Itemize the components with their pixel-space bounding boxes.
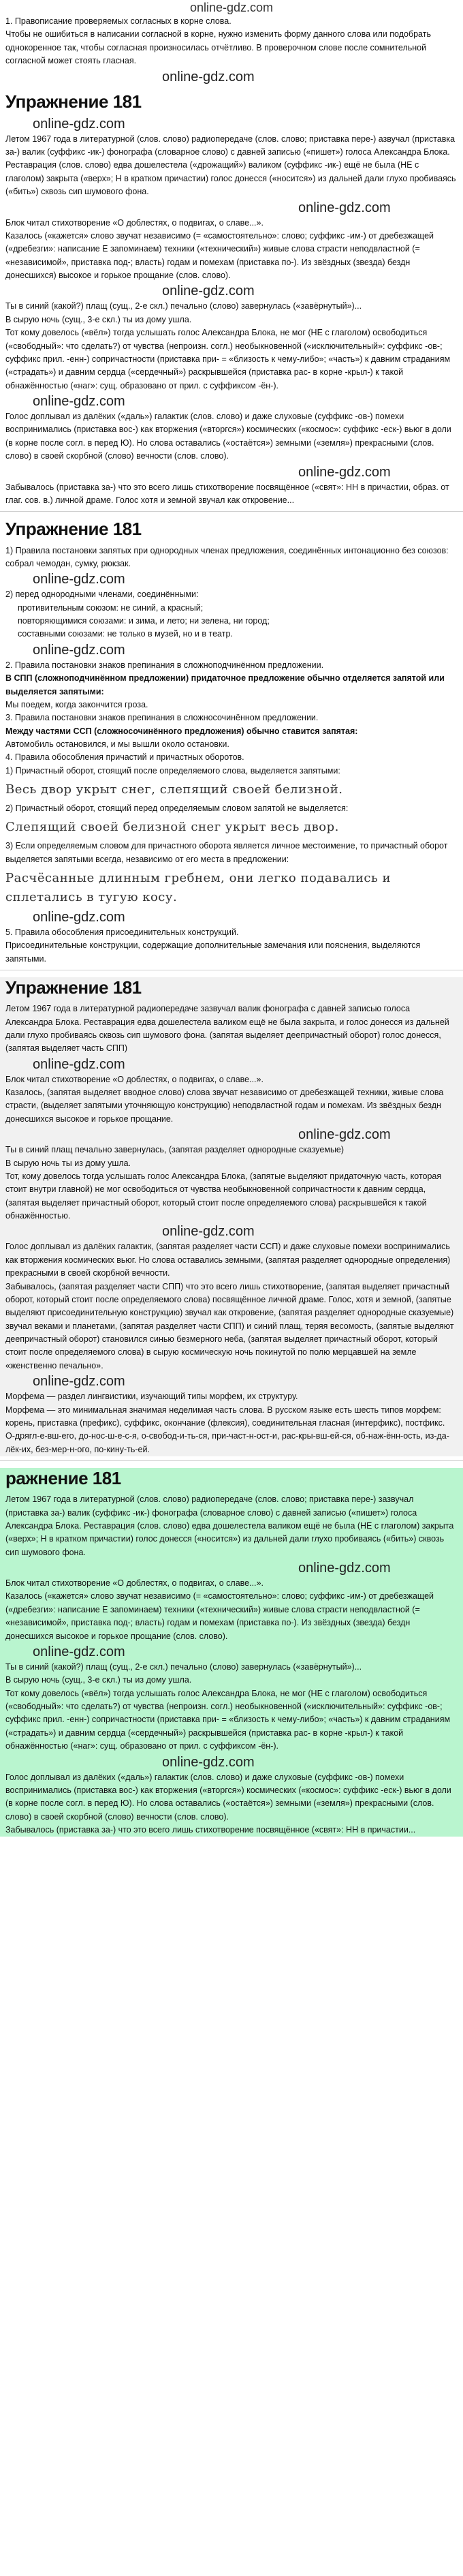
watermark: online-gdz.com xyxy=(33,572,125,587)
text-line: Казалось («кажется» слово звучат независимо (= «самостоятельно»: слово; суффикс -им-) от дребезжащей («дребезги»: написание Е запоминаем) техники («технический») живые слова страсти неподвластной (= «независимой», приставка под-; власть) годам и помехам (приставка по-). Из звёздных (звезда) бездн донесшихся) высокое и горькое прощание (слов. слово). xyxy=(5,230,434,281)
list-item: противительным союзом: не синий, а красный; xyxy=(18,602,204,613)
text-line: В сырую ночь (сущ., 3-е скл.) ты из дому ушла. xyxy=(5,314,192,324)
exercise-heading: Упражнение 181 xyxy=(5,977,142,998)
section-4 xyxy=(0,1468,463,1837)
text-line: Ты в синий (какой?) плащ (сущ., 2-е скл.) печально (слово) завернулась («завёрнутый»)... xyxy=(5,301,362,311)
text-line: Ты в синий плащ печально завернулась, (запятая разделяет однородные сказуемые) xyxy=(5,1145,345,1155)
watermark: online-gdz.com xyxy=(33,394,125,410)
handwritten-example: Слепящий своей белизной снег укрыт весь двор. xyxy=(5,820,339,835)
text-line: Блок читал стихотворение «О доблестях, о подвигах, о славе...». xyxy=(5,1074,264,1084)
handwritten-example: Расчёсанные длинным гребнем, они легко подавались и сплетались в тугую косу. xyxy=(5,871,392,904)
watermark: online-gdz.com xyxy=(162,283,255,299)
section-1 xyxy=(0,15,463,507)
text-line: Голос доплывал из далёких («даль») галактик (слов. слово) и даже слуховые (суффикс -ов-) помехи воспринимались (приставка вос-) как вторжения («вторгся») космических («космос»: суффикс -еск-) вьюг в доли (в корне после согл. в перед Ю). Но слова оставались («остаётся») земными («земля») прекрасными (слов. слово) в своей скорбной (слово) вечности (слов. слово). xyxy=(5,412,451,461)
text-line: Морфема — это минимальная значимая неделимая часть слова. В русском языке есть шесть типов морфем: корень, приставка (префикс), суффикс, окончание (флексия), соединительная гласная (интерфикс), постфикс. xyxy=(5,1405,445,1428)
watermark: online-gdz.com xyxy=(162,1754,255,1770)
text-line: 1) Причастный оборот, стоящий после определяемого слова, выделяется запятыми: xyxy=(5,765,340,776)
divider xyxy=(0,511,463,512)
text-line: 4. Правила обособления причастий и причастных оборотов. xyxy=(5,752,244,763)
watermark: online-gdz.com xyxy=(298,1561,391,1576)
text-line: Казалось, (запятая выделяет вводное слово) слова звучат независимо от дребезжащей техники, живые слова страсти, (выделяет запятыми уточняющую конструкцию) неподвластной годам и помехам. Из звёздных бездн донесшихся высокое и горькое прощание. xyxy=(5,1088,444,1124)
text-line: Блок читал стихотворение «О доблестях, о подвигах, о славе...». xyxy=(5,217,264,228)
list-item: повторяющимися союзами: и зима, и лето; ни зелена, ни город; xyxy=(18,616,270,626)
divider xyxy=(0,1460,463,1461)
rule-line: В СПП (сложноподчинённом предложении) придаточное предложение обычно отделяется запятой или выделяется запятыми: xyxy=(5,673,445,696)
watermark: online-gdz.com xyxy=(162,1224,255,1240)
text-line: 2. Правила постановки знаков препинания в сложноподчинённом предложении. xyxy=(5,660,324,670)
text-line: Тот кому довелось («вёл») тогда услышать голос Александра Блока, не мог (НЕ с глаголом) освободиться («свободный»: что сделать?) от чувства (непроизн. согл.) необыкновенной («исключительный»: суффикс -ов-; суффикс прил. -енн-) сопричастности (приставка при- = «близость к чему-либо»; «часть») к давним страданиям («страдать») и давним сердца («сердечный») раскрывшейся (приставка рас- в корне -крыл-) к такой обнажённостью («наг»: сущ. образовано от прил. с суффиксом -ён-). xyxy=(5,1688,451,1751)
text-line: Тот, кому довелось тогда услышать голос Александра Блока, (запятые выделяют придаточную часть, которая стоит внутри главной) не мог освободиться от чувства необыкновенной сопричастности к давним сердца, (запятая выделяет причастный оборот, который стоит после определяемого слова) раскрывшейся к такой обнажённостью. xyxy=(5,1171,442,1221)
text-line: Летом 1967 года в литературной (слов. слово) радиопередаче (слов. слово; приставка пере-) зазвучал (приставка за-) валик (суффикс -ик-) фонографа (словарное слово) с давней записью («пишет») голоса Александра Блока. Реставрация (слов. слово) едва дошелестела валиком ещё не была (НЕ с глаголом) закрыта («верх»; Н в кратком причастии) голос донесся («носится») из дальней дали глухо пробиваясь («бить») сквозь сип шумового фона. xyxy=(5,1494,454,1557)
watermark: online-gdz.com xyxy=(33,1374,125,1390)
list-item: составными союзами: не только в музей, но и в театр. xyxy=(18,629,233,639)
text-line: 2) перед однородными членами, соединёнными: xyxy=(5,589,199,600)
text-line: Летом 1967 года в литературной (слов. слово) радиопередаче (слов. слово; приставка пере-) азвучал (приставка за-) валик (суффикс -ик-) фонографа (словарное слово) с давней записью («пишет») голоса Александра Блока. Реставрация (слов. слово) едва дошелестела («дрожащий») валиком (суффикс -ик-) ещё не была (НЕ с глаголом) закрыта («верх»; Н в кратком причастии) голос донесся («носится») из дальней дали глухо пробиваясь («бить») сквозь сип шумового фона. xyxy=(5,134,456,197)
watermark: online-gdz.com xyxy=(298,464,391,480)
text-line: Ты в синий (какой?) плащ (сущ., 2-е скл.) печально (слово) завернулась («завёрнутый»)... xyxy=(5,1661,362,1672)
handwritten-example: Весь двор укрыт снег, слепящий своей белизной. xyxy=(5,782,343,797)
text-line: Забывалось, (запятая разделяет части СПП) что это всего лишь стихотворение, (запятая выделяет причастный оборот, который стоит после определяемого слова) посвящённое личной драме. Голос, хотя и земной, (запятые выделяют присоединительную конструкцию) звучал как откровение, (запятая разделяет однородные сказуемые) звучал веками и планетами, (запятая разделяет части СПП) и синий плащ, теряя весомость, (запятые выделяют деепричастный оборот) становился синью безмерного неба, (запятая выделяет причастный оборот, который стоит после определяемого слова) в сырую космическую ночь покинутой по полю мерцавшей на земле «женственно печально». xyxy=(5,1281,454,1370)
watermark-top: online-gdz.com xyxy=(189,1,274,14)
text-line: Тот кому довелось («вёл») тогда услышать голос Александра Блока, не мог (НЕ с глаголом) освободиться («свободный»: что сделать?) от чувства (непроизн. согл.) необыкновенной («исключительный»: суффикс -ов-; суффикс прил. -енн-) сопричастности (приставка при- = «близость к чему-либо»; «часть») к давним страданиям («страдать») и давним сердца («сердечный») раскрывшейся (приставка рас- в корне -крыл-) к такой обнажённостью («наг»: сущ. образовано от прил. с суффиксом -ён-). xyxy=(5,328,451,390)
text-line: О-дрягл-е-вш-его, до-нос-ш-е-с-я, о-свобод-и-ть-ся, при-част-н-ост-и, рас-кры-вш-ей-ся, об-наж-ённ-ость, из-да-лёк-их, без-мер-н-ого, по-кину-ть-ей. xyxy=(5,1431,449,1454)
watermark: online-gdz.com xyxy=(33,116,125,132)
text-line: Казалось («кажется» слово звучат независимо (= «самостоятельно»: слово; суффикс -им-) от дребезжащей («дребезги»: написание Е запоминаем) техники («технический») живые слова страсти неподвластной (= «независимой», приставка под-; власть) годам и помехам (приставка по-). Из звёздных (звезда) бездн донесшихся высокое и горькое прощание (слов. слово). xyxy=(5,1591,434,1641)
text-line: 1) Правила постановки запятых при однородных членах предложения, соединённых интонационно без союзов: собрал чемодан, сумку, рюкзак. xyxy=(5,545,449,568)
text-line: Забывалось (приставка за-) что это всего лишь стихотворение посвящённое («свят»: НН в причастии... xyxy=(5,1825,416,1835)
text-line: Голос доплывал из далёких («даль») галактик (слов. слово) и даже слуховые (суффикс -ов-) помехи воспринимались (приставка вос-) как вторжения («вторгся») космических («космос»: суффикс -еск-) вьюг в доли (в корне после согл. в перед Ю). Но слова оставались («остаётся») земными («земля») прекрасными (слов. слово) в своей скорбной (слово) вечности (слов. слово). xyxy=(5,1772,451,1822)
exercise-heading: Упражнение 181 xyxy=(5,91,142,112)
watermark: online-gdz.com xyxy=(33,642,125,658)
text-line: 5. Правила обособления присоединительных конструкций. xyxy=(5,927,239,937)
text-line: 2) Причастный оборот, стоящий перед определяемым словом запятой не выделяется: xyxy=(5,803,349,814)
watermark: online-gdz.com xyxy=(162,69,255,85)
section-3 xyxy=(0,977,463,1456)
exercise-heading: Упражнение 181 xyxy=(5,519,142,540)
text-line: В сырую ночь (сущ., 3-е скл.) ты из дому ушла. xyxy=(5,1675,192,1685)
section-2 xyxy=(0,519,463,966)
text-line: 3) Если определяемым словом для причастного оборота является личное местоимение, то причастный оборот выделяется запятыми всегда, независимо от его места в предложении: xyxy=(5,841,448,864)
watermark: online-gdz.com xyxy=(298,1127,391,1143)
watermark: online-gdz.com xyxy=(33,909,125,925)
example-line: Автомобиль остановился, и мы вышли около остановки. xyxy=(5,739,229,749)
example-line: Мы поедем, когда закончится гроза. xyxy=(5,699,148,709)
intro-line: 1. Правописание проверяемых согласных в корне слова. xyxy=(5,16,232,26)
watermark: online-gdz.com xyxy=(298,200,391,215)
watermark: online-gdz.com xyxy=(33,1056,125,1072)
watermark: online-gdz.com xyxy=(33,1644,125,1659)
text-line: 3. Правила постановки знаков препинания в сложносочинённом предложении. xyxy=(5,713,319,723)
text-line: Блок читал стихотворение «О доблестях, о подвигах, о славе...». xyxy=(5,1578,264,1589)
intro-line: Чтобы не ошибиться в написании согласной в корне, нужно изменить форму данного слова или подобрать однокоренное так, чтобы согласная произносилась отчётливо. В проверочном слове после сомнительной согласной может стоять гласная. xyxy=(5,29,431,66)
text-line: Забывалось (приставка за-) что это всего лишь стихотворение посвящённое («свят»: НН в причастии, образ. от глаг. сов. в.) личной драме. Голос хотя и земной звучал как откровение... xyxy=(5,482,449,505)
text-line: В сырую ночь ты из дому ушла. xyxy=(5,1158,131,1168)
exercise-heading: ражнение 181 xyxy=(5,1468,121,1488)
text-line: Морфема — раздел лингвистики, изучающий типы морфем, их структуру. xyxy=(5,1392,298,1402)
rule-line: Между частями ССП (сложносочинённого предложения) обычно ставится запятая: xyxy=(5,726,358,736)
text-line: Голос доплывал из далёких галактик, (запятая разделяет части ССП) и даже слуховые помехи воспринимались как вторжения космических вьюг. Но слова оставались земными, (запятая разделяет однородные определения) прекрасными в своей скорбной вечности. xyxy=(5,1242,451,1278)
text-line: Присоединительные конструкции, содержащие дополнительные замечания или пояснения, выделяются запятыми. xyxy=(5,940,421,964)
text-line: Летом 1967 года в литературной радиопередаче зазвучал валик фонографа с давней записью голоса Александра Блока. Реставрация едва дошелестела валиком ещё не была закрыта, и голос донесся из дальней дали глухо пробиваясь сквозь сип шумового фона. (запятая выделяет деепричастный оборот) голос донесся, (запятая выделяет часть СПП) xyxy=(5,1004,449,1054)
